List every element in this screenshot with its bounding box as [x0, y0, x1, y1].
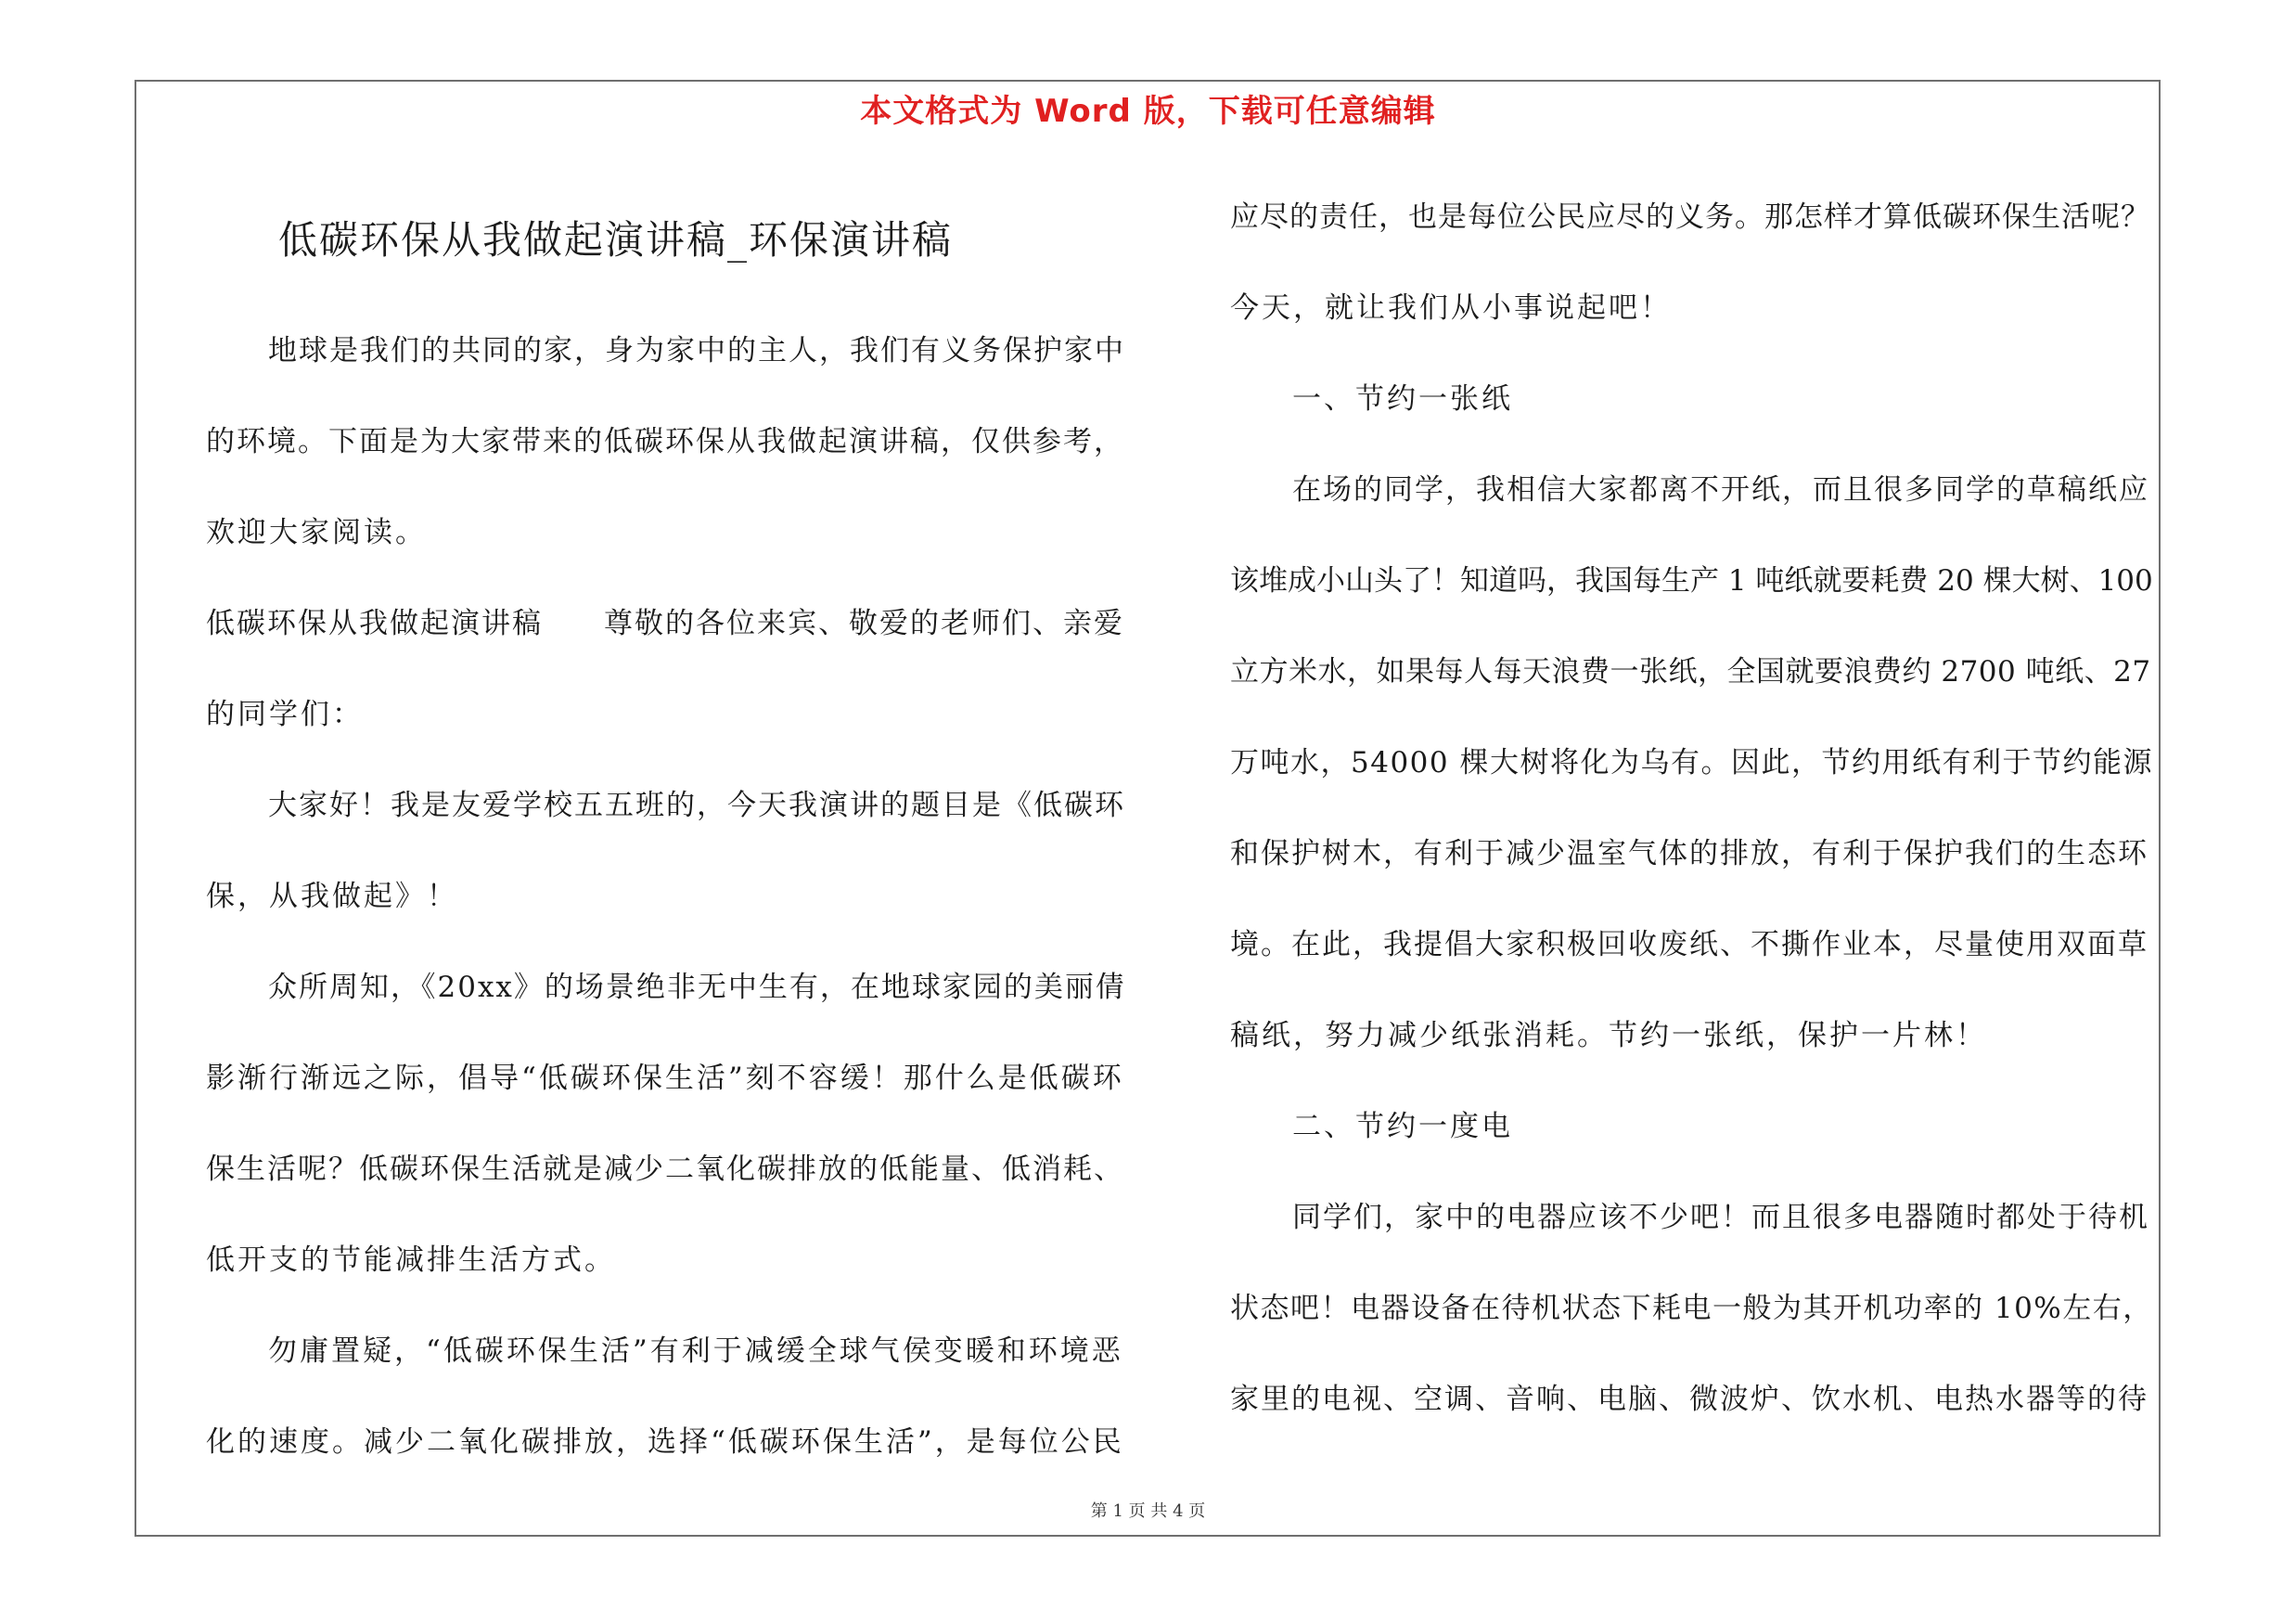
left-line-3: 欢迎大家阅读。 — [206, 516, 427, 549]
right-line-6: 立方米水，如果每人每天浪费一张纸，全国就要浪费约 2700 吨纸、27 — [1230, 655, 2151, 689]
right-line-5: 该堆成小山头了！知道吗，我国每生产 1 吨纸就要耗费 20 棵大树、100 — [1230, 564, 2153, 598]
right-line-1: 应尽的责任，也是每位公民应尽的义务。那怎样才算低碳环保生活呢？ — [1230, 200, 2150, 234]
left-line-11: 低开支的节能减排生活方式。 — [206, 1243, 616, 1277]
left-line-4: 低碳环保从我做起演讲稿 尊敬的各位来宾、敬爱的老师们、亲爱 — [206, 607, 1124, 640]
left-line-2: 的环境。下面是为大家带来的低碳环保从我做起演讲稿，仅供参考， — [206, 425, 1124, 458]
right-line-3: 一、节约一张纸 — [1292, 382, 1513, 416]
right-line-4: 在场的同学，我相信大家都离不开纸，而且很多同学的草稿纸应 — [1292, 473, 2149, 507]
right-line-13: 状态吧！电器设备在待机状态下耗电一般为其开机功率的 10%左右， — [1230, 1292, 2153, 1325]
right-line-12: 同学们，家中的电器应该不少吧！而且很多电器随时都处于待机 — [1292, 1201, 2149, 1234]
right-line-8: 和保护树木，有利于减少温室气体的排放，有利于保护我们的生态环 — [1230, 837, 2148, 870]
right-line-14: 家里的电视、空调、音响、电脑、微波炉、饮水机、电热水器等的待 — [1230, 1383, 2148, 1416]
right-line-9: 境。在此，我提倡大家积极回收废纸、不撕作业本，尽量使用双面草 — [1230, 928, 2148, 961]
left-line-8: 众所周知，《20xx》的场景绝非无中生有，在地球家园的美丽倩 — [268, 971, 1126, 1004]
left-line-6: 大家好！我是友爱学校五五班的，今天我演讲的题目是《低碳环 — [268, 789, 1125, 822]
left-line-12: 勿庸置疑，“低碳环保生活”有利于减缓全球气侯变暖和环境恶 — [268, 1334, 1123, 1368]
left-line-10: 保生活呢？低碳环保生活就是减少二氧化碳排放的低能量、低消耗、 — [206, 1153, 1124, 1186]
right-line-10: 稿纸，努力减少纸张消耗。节约一张纸，保护一片林！ — [1230, 1019, 1987, 1052]
left-line-9: 影渐行渐远之际，倡导“低碳环保生活”刻不容缓！那什么是低碳环 — [206, 1062, 1124, 1095]
right-line-11: 二、节约一度电 — [1292, 1110, 1513, 1143]
left-line-1: 地球是我们的共同的家，身为家中的主人，我们有义务保护家中 — [268, 334, 1125, 367]
left-line-13: 化的速度。减少二氧化碳排放，选择“低碳环保生活”，是每位公民 — [206, 1425, 1124, 1459]
document-title: 低碳环保从我做起演讲稿_环保演讲稿 — [278, 217, 954, 263]
page-number-footer: 第 1 页 共 4 页 — [1090, 1501, 1206, 1521]
left-line-7: 保，从我做起》！ — [206, 880, 458, 913]
left-line-5: 的同学们： — [206, 698, 364, 731]
right-line-7: 万吨水，54000 棵大树将化为乌有。因此，节约用纸有利于节约能源 — [1230, 746, 2153, 779]
word-format-banner: 本文格式为 Word 版，下载可任意编辑 — [860, 93, 1436, 130]
right-line-2: 今天，就让我们从小事说起吧！ — [1230, 291, 1672, 325]
